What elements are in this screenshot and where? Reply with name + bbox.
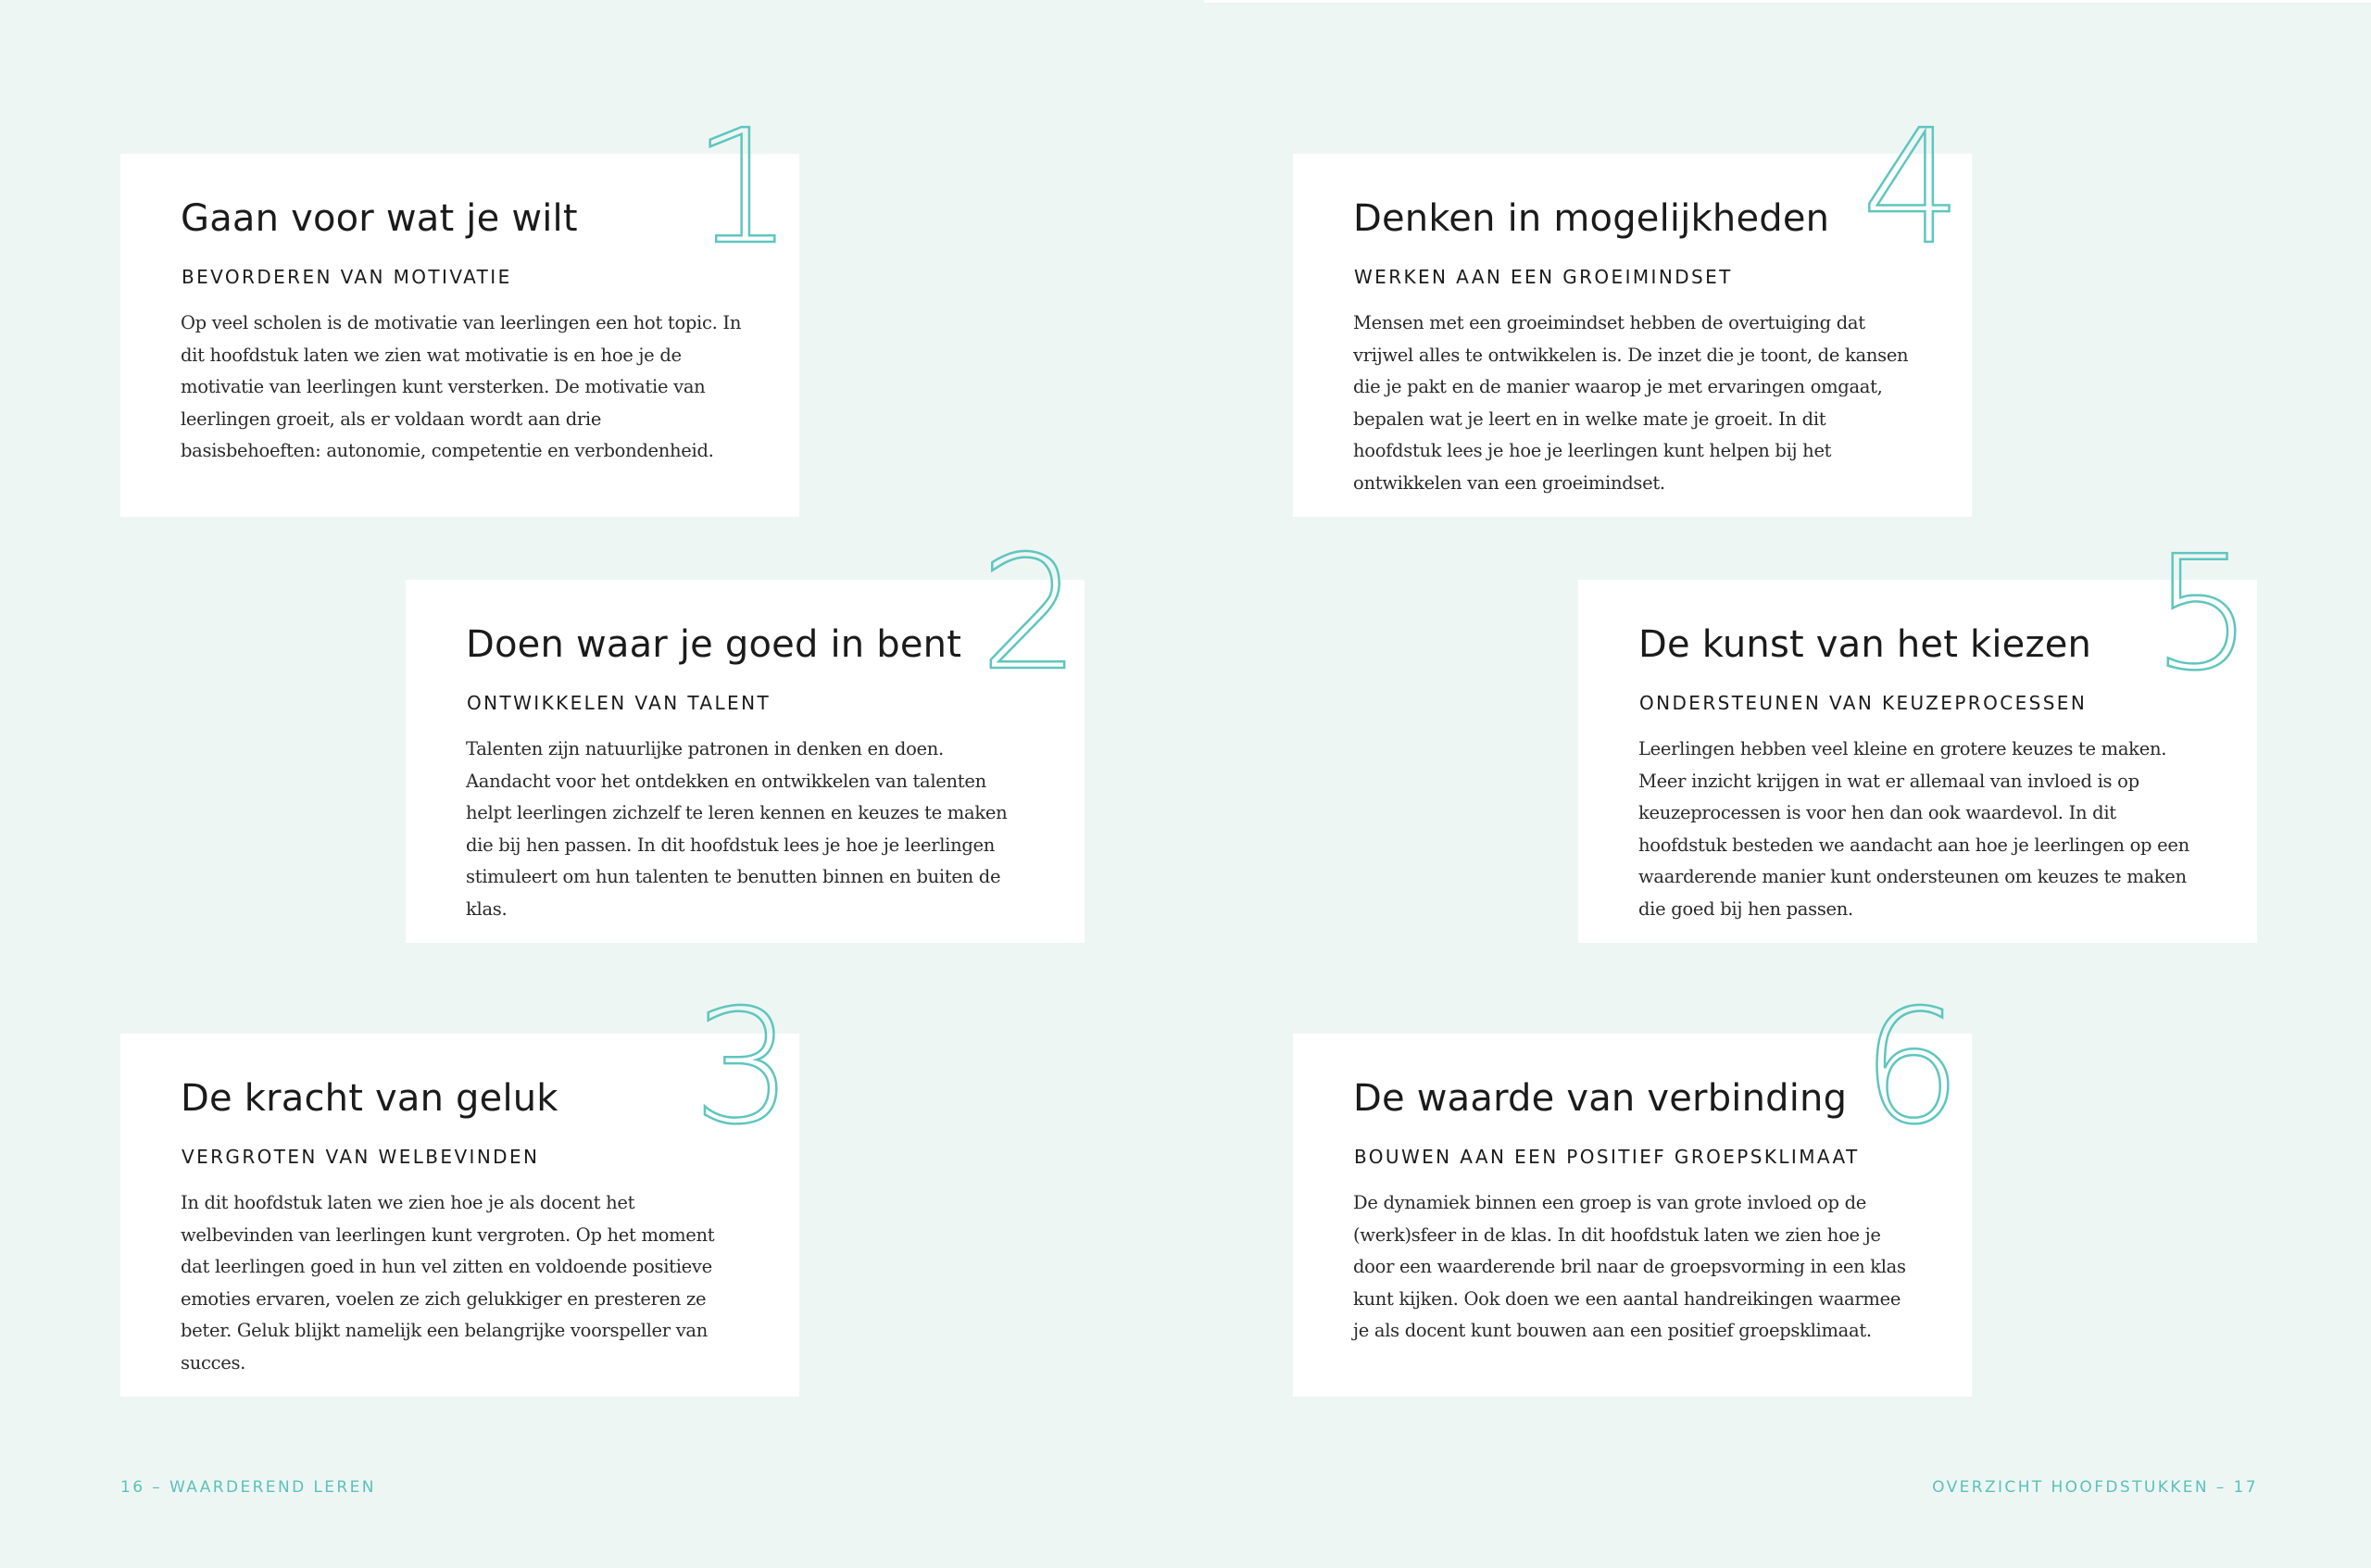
chapter-subtitle: VERGROTEN VAN WELBEVINDEN <box>182 1146 540 1168</box>
chapter-body: De dynamiek binnen een groep is van grote invloed op de (werk)sfeer in de klas. In dit hoofdstuk laten we zien hoe je door een waarderende bril naar de groepsvorming in een klas kunt kijken. Ook doen we een aantal handreikingen waarmee je als docent kunt bouwen aan een positief groepsklimaat. <box>1353 1192 1906 1341</box>
footer-left-page-number: 16 – WAARDEREND LEREN <box>120 1478 376 1497</box>
top-rule <box>1204 0 2371 3</box>
chapter-subtitle: BOUWEN AAN EEN POSITIEF GROEPSKLIMAAT <box>1354 1146 1860 1168</box>
chapter-title: De kracht van geluk <box>181 1077 558 1120</box>
chapter-body: In dit hoofdstuk laten we zien hoe je als docent het welbevinden van leerlingen kunt vergroten. Op het moment dat leerlingen goed in hun vel zitten en voldoende positieve emoties ervaren, voelen ze zich gelukkiger en presteren ze beter. Geluk blijkt namelijk een belangrijke voorspeller van succes. <box>181 1192 715 1374</box>
chapter-subtitle: WERKEN AAN EEN GROEIMINDSET <box>1354 266 1733 288</box>
chapter-body: Leerlingen hebben veel kleine en grotere keuzes te maken. Meer inzicht krijgen in wat er allemaal van invloed is op keuzeprocessen is voor hen dan ook waardevol. In dit hoofdstuk besteden we aandacht aan hoe je leerlingen op een waarderende manier kunt ondersteunen om keuzes te maken die goed bij hen passen. <box>1638 738 2189 920</box>
chapter-body: Talenten zijn natuurlijke patronen in denken en doen. Aandacht voor het ontdekken en ontwikkelen van talenten helpt leerlingen zichzelf te leren kennen en keuzes te maken die bij hen passen. In dit hoofdstuk lees je hoe je leerlingen stimuleert om hun talenten te benutten binnen en buiten de klas. <box>466 738 1008 920</box>
chapter-number-3: 3 <box>693 976 794 1160</box>
chapter-body: Op veel scholen is de motivatie van leerlingen een hot topic. In dit hoofdstuk laten we zien wat motivatie is en hoe je de motivatie van leerlingen kunt versterken. De motivatie van leerlingen groeit, als er voldaan wordt aan drie basisbehoeften: autonomie, competentie en verbondenheid. <box>181 312 742 461</box>
chapter-subtitle: BEVORDEREN VAN MOTIVATIE <box>182 266 512 288</box>
chapter-number-5: 5 <box>2152 522 2253 706</box>
chapter-number-6: 6 <box>1862 976 1963 1160</box>
footer-right-page-number: OVERZICHT HOOFDSTUKKEN – 17 <box>1932 1478 2258 1497</box>
chapter-body: Mensen met een groeimindset hebben de overtuiging dat vrijwel alles te ontwikkelen is. De inzet die je toont, de kansen die je pakt en de manier waarop je met ervaringen omgaat, bepalen wat je leert en in welke mate je groeit. In dit hoofdstuk lees je hoe je leerlingen kunt helpen bij het ontwikkelen van een groeimindset. <box>1353 312 1909 494</box>
chapter-number-2: 2 <box>980 522 1081 706</box>
chapter-title: Denken in mogelijkheden <box>1353 197 1830 240</box>
chapter-subtitle: ONTWIKKELEN VAN TALENT <box>467 692 772 714</box>
chapter-subtitle: ONDERSTEUNEN VAN KEUZEPROCESSEN <box>1639 692 2088 714</box>
chapter-title: Doen waar je goed in bent <box>466 623 962 666</box>
chapter-number-4: 4 <box>1862 96 1963 280</box>
chapter-title: De kunst van het kiezen <box>1638 623 2092 666</box>
chapter-title: De waarde van verbinding <box>1353 1077 1848 1120</box>
chapter-number-1: 1 <box>693 96 794 280</box>
chapter-title: Gaan voor wat je wilt <box>181 197 578 240</box>
